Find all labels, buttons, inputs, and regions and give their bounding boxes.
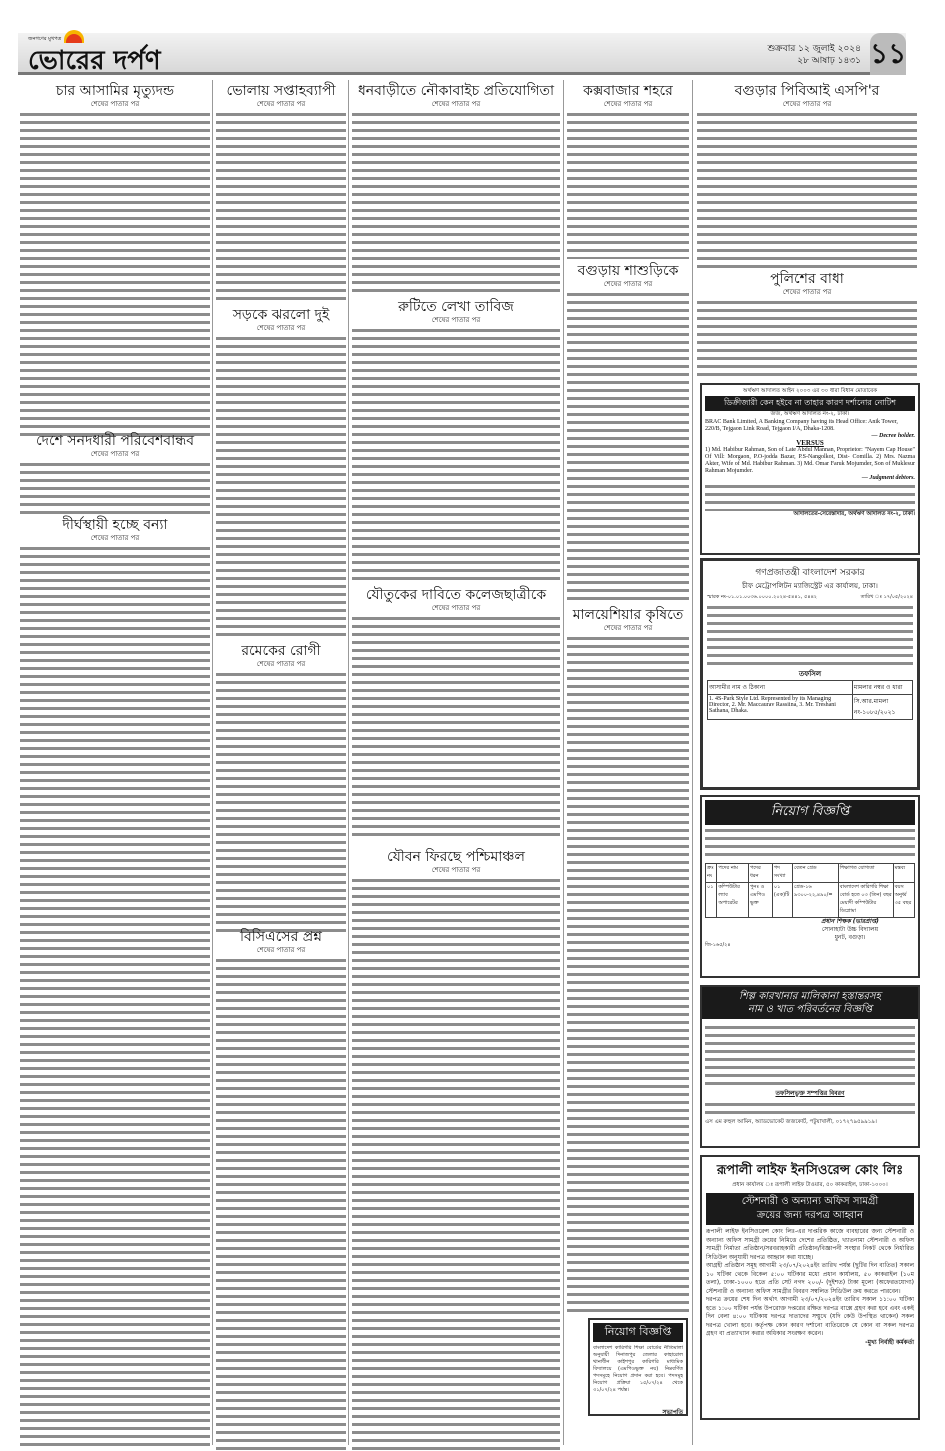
continued-label: শেষের পাতার পর [603, 100, 653, 108]
notice-date: তারিখ ঃ ১৭/০৫/২০২৪ [860, 594, 913, 600]
continued-label: শেষের পাতার পর [256, 946, 306, 954]
table-cell: ০১ (এক)টি [772, 883, 792, 918]
headline: বিসিএসের প্রশ্ন [240, 929, 322, 945]
article-body [20, 461, 210, 517]
continued-label: শেষের পাতার পর [90, 100, 140, 108]
headline: কক্সবাজার শহরে [583, 83, 673, 99]
article-c2d [216, 928, 346, 1451]
page-number: ১১ [870, 33, 906, 75]
ad-signature: এস এম রুহুল আমিন, অ্যাডভোকেট জজকোর্ট, পটুয়াখালী, ০১৭২৭৯৫৯৯১৯। [705, 1119, 877, 1125]
article-c2c [216, 642, 346, 933]
article-body [20, 111, 210, 437]
headline: চার আসামির মৃত্যুদন্ড [55, 83, 175, 99]
table-cell: বাংলাদেশ কারিগরি শিক্ষা বোর্ড হতে ০৩ (তিন) বছর মেয়াদী কম্পিউটার ডিপ্লোমা [838, 883, 893, 918]
ad-court: জজ, অর্থঋণ আদালত নং-২, ঢাকা। [770, 411, 850, 417]
ad-signature: সভাপতি [662, 1409, 683, 1416]
versus: VERSUS [796, 439, 824, 447]
tender-title-line2: ক্রয়ের জন্য দরপত্র আহ্বান [757, 1210, 863, 1221]
table-cell: বয়স অনুর্ধ্ব ৩৫ বছর [893, 883, 914, 918]
continued-label: শেষের পাতার পর [431, 866, 481, 874]
article-c5a [697, 82, 917, 271]
headline: বগুড়ায় শাশুড়িকে [577, 263, 679, 279]
table-header: মন্তব্য [893, 864, 914, 883]
table-header: বেতন গ্রেড [793, 864, 839, 883]
ad-title-line1: শিল্প কারখানার মালিকানা হস্তান্তরসহ [739, 991, 881, 1002]
table-header: পদ সংখ্যা [772, 864, 792, 883]
ad-subtitle: তফসিলভুক্ত সম্পত্তির বিবরণ [775, 1090, 845, 1097]
headline: যৌতুকের দাবিতে কলেজছাত্রীকে [365, 587, 547, 603]
list-title: তফসিল [798, 670, 822, 678]
article-c1b [20, 432, 210, 517]
ad-title: নিয়োগ বিজ্ঞপ্তি [705, 800, 915, 825]
niyog-ad [700, 795, 920, 978]
article-body [697, 299, 917, 379]
article-body [352, 615, 560, 841]
table-header: আসামীর নাম ও ঠিকানা [708, 681, 853, 695]
column-divider [692, 80, 693, 1445]
article-body [216, 957, 346, 1451]
school-location: ধুনট, বগুড়া। [834, 934, 866, 941]
table-cell: পুনঃ ও এমপিও ভুক্ত [748, 883, 772, 918]
article-body [20, 545, 210, 1451]
headline: দেশে সনদধারী পরিবেশবান্ধব [35, 433, 195, 449]
ad-body [705, 827, 915, 861]
company-name: রূপালী লাইফ ইনসিওরেন্স কোং লিঃ [716, 1163, 904, 1178]
article-c3a [352, 82, 560, 293]
shilpo-notice-ad [700, 985, 920, 1148]
article-body [697, 111, 917, 271]
article-body [567, 635, 689, 1315]
ad-title: নিয়োগ বিজ্ঞপ্তি [593, 1323, 683, 1342]
continued-label: শেষের পাতার পর [782, 288, 832, 296]
ad-body [705, 1101, 915, 1119]
ad-signature: আদালতের-সেরেস্তাদার, অর্থঋণ আদালত নং-২, ঢাকা। [793, 511, 915, 517]
headline: রমেকের রোগী [241, 643, 321, 659]
continued-label: শেষের পাতার পর [782, 100, 832, 108]
article-body [567, 111, 689, 259]
continued-label: শেষের পাতার পর [431, 604, 481, 612]
ad-title: ডিক্রীজারী কেন হইবে না তাহার কারণ দর্শানোর নোটিশ [705, 396, 915, 411]
ad-signature: -মুখ্য নির্বাহী কর্মকর্তা [865, 1338, 914, 1346]
plaintiff: BRAC Bank Limited, A Banking Company having its Head Office: Anik Tower, 220/B, Tejgaon Link Road, Tejgaon I/A, Dhaka-1208. [705, 419, 898, 432]
company-address: প্রধান কার্যালয় ঃ রূপালী লাইফ টাওয়ার, ৫০ কাকরাইল, ঢাকা-১০০০। [732, 1182, 888, 1188]
headline: ভোলায় সপ্তাহব্যাপী [226, 83, 336, 99]
defendants: 1) Md. Habibur Rahman, Son of Late Abdul Mannan, Proprietor: "Nayem Cap House" Of Vill: Morgaon, P.O-jodda Bazar, P.S-Nangolkot, Dist- Comilla. 2) Mrs. Nazma Akter, Wife of Md. Habibur Rahman. 3) Md. Omar Faruk Mojumder, Son of Muklesur Rahman Mojumder. [705, 447, 915, 474]
defendant-role: — Judgment debtors. [861, 475, 915, 481]
table-cell: ০১ [706, 883, 717, 918]
headline: পুলিশের বাধা [770, 271, 844, 287]
niyog-ad-small [588, 1318, 688, 1416]
headline: ধনবাড়ীতে নৌকাবাইচ প্রতিযোগিতা [357, 83, 555, 99]
continued-label: শেষের পাতার পর [603, 280, 653, 288]
article-c2b [216, 306, 346, 641]
ref-number: স্মারক নং-০১.০১.০০৩৬.০০০০.২০২৪-৫৪৪১, ৫৪৪২ [707, 594, 818, 600]
article-c5b [697, 270, 917, 379]
table-header: পদের ধরন [748, 864, 772, 883]
article-body [216, 335, 346, 641]
article-c3b [352, 298, 560, 583]
article-body [216, 111, 346, 301]
article-c1c [20, 516, 210, 1451]
article-body [567, 291, 689, 601]
table-cell: 1. 4S-Park Style Ltd. Represented by its Managing Director, 2. Mr. Maccaurav Rassiina, 3. Mr. Treshani Sathana, Dhaka. [708, 695, 853, 720]
ad-title-line2: নাম ও খাত পরিবর্তনের বিজ্ঞপ্তি [747, 1004, 873, 1015]
tender-paragraph: আগ্রহী প্রতিষ্ঠান সমূহ আগামী ২৩/০৭/২০২৪ইং তারিখ পর্যন্ত (ছুটির দিন ব্যতিত) সকাল ১০ ঘটিকা থেকে বিকেল ৫:০০ ঘটিকার মধ্যে প্রধান কার্যালয়, ৫০ কাকরাইল (১০ম তলা), ঢাকা-১০০০ হতে প্রতি সেট নগদ ২০০/- (দুইশত) টাকা মূল্যে (অফেরতযোগ্য) স্টেশনারী ও অন্যান্য অফিস সামগ্রীর বিবরণ সম্বলিত সিডিউল ক্রয় করতে পারবেন। [706, 1262, 914, 1295]
article-c4b [567, 262, 689, 601]
ad-code: জি-১৬৫/২৪ [705, 942, 731, 948]
brac-notice-ad [700, 383, 920, 555]
table-cell: কম্পিউটার ল্যাব অপারেটর [717, 883, 749, 918]
newspaper-logo: ভোরের দর্পণ [28, 46, 161, 76]
issue-date [767, 43, 861, 67]
tender-title-line1: স্টেশনারী ও অন্যান্য অফিস সামগ্রী [741, 1196, 879, 1207]
accused-table [707, 680, 913, 720]
rupali-tender-ad [700, 1155, 920, 1420]
article-c2a [216, 82, 346, 301]
ad-office: চীফ মেট্রোপলিটন ম্যাজিস্ট্রেট এর কার্যালয়, ঢাকা। [742, 582, 878, 590]
ad-title: গণপ্রজাতন্ত্রী বাংলাদেশ সরকার [755, 568, 865, 578]
article-c4a [567, 82, 689, 259]
ad-law: অর্থঋণ আদালত আইন ২০০৩ এর ৩০ ধারা বিধান মোতাবেক [742, 388, 878, 394]
ad-body [705, 483, 915, 511]
continued-label: শেষের পাতার পর [431, 316, 481, 324]
tender-paragraph: রূপালী লাইফ ইনসিওরেন্স কোং লিঃ-এর দাপ্তরিক কাজে ব্যবহারের জন্য স্টেশনারী ও অন্যান্য অফিস সামগ্রী ক্রয়ের নিমিত্তে দেশের প্রতিষ্ঠিত, খ্যাতনামা স্টেশনারী ও অফিস সামগ্রী নির্মাতা প্রতিষ্ঠান/সরবরাহকারী প্রতিষ্ঠান/বিজ্ঞাপনী সংস্থার নিকট থেকে নির্ধারিত সিডিউল অনুযায়ী দরপত্র আহ্বান করা যাচ্ছে। [706, 1228, 914, 1261]
date-gregorian: শুক্রবার ১২ জুলাই ২০২৪ [767, 44, 861, 54]
table-header: মামলার নম্বর ও ধারা [852, 681, 912, 695]
table-header: ক্রঃ নং [706, 864, 717, 883]
headline: মালয়েশিয়ার কৃষিতে [572, 607, 684, 623]
headline: যৌবন ফিরছে পশ্চিমাঞ্চল [387, 849, 525, 865]
article-c3c [352, 586, 560, 841]
article-c1a [20, 82, 210, 437]
continued-label: শেষের পাতার পর [256, 100, 306, 108]
table-cell: সি.আর.মামলা নং-১০৮৫/২০২১ [852, 695, 912, 720]
continued-label: শেষের পাতার পর [90, 534, 140, 542]
column-divider [212, 80, 213, 1445]
table-header: পদের নাম [717, 864, 749, 883]
tender-paragraph: দরপত্র ক্রয়ের শেষ দিন অর্থাৎ আগামী ২৩/০৭/২০২৪ইং তারিখ সকাল ১১:০০ ঘটিকা হতে ১:০০ ঘটিকা পর্যন্ত উপরোক্ত দপ্তরের রক্ষিত দরপত্র বাক্সে গ্রহণ করা হবে এবং একই দিন বেলা ৪:০০ ঘটিকায় দরপত্র দাতাদের সম্মুখে (যদি কেউ উপস্থিত থাকেন) সকল দরপত্র খোলা হবে। কর্তৃপক্ষ কোন কারণ দর্শানো ব্যতিরেকে যে কোন বা সকল দরপত্র গ্রহণ বা প্রত্যাখ্যান করার অধিকার সংরক্ষণ করেন। [706, 1296, 914, 1337]
headline: বগুড়ার পিবিআই এসপি'র [734, 83, 880, 99]
ad-body [707, 604, 913, 668]
headline: দীর্ঘস্থায়ী হচ্ছে বন্যা [62, 517, 168, 533]
column-divider [348, 80, 349, 1445]
masthead-tagline: জনগণের মুখপত্র [28, 36, 62, 42]
continued-label: শেষের পাতার পর [603, 624, 653, 632]
ad-text: বাংলাদেশ কারিগরি শিক্ষা বোর্ডের নীতিমালা অনুযায়ী দিনাজপুর জেলার কাহারোল থানাধীন কাইশপুর কারিগরি মাধ্যমিক বিদ্যালয়ে (এমপিওভুক্ত নয়) নিম্নবর্ণিত পদসমূহে নিয়োগ প্রদান করা হবে। পদসমূহ নিয়োগ প্রক্রিয়া ১৫/০৭/২৪ থেকে ৩১/০৭/২৪ পর্যন্ত। [593, 1345, 683, 1393]
headline: সড়কে ঝরলো দুই [232, 307, 330, 323]
govt-notice-ad [700, 558, 920, 790]
date-bengali: ২৮ আষাঢ় ১৪৩১ [797, 56, 861, 66]
column-divider [563, 80, 564, 1445]
school-name: সোনাহাটা উচ্চ বিদ্যালয় [821, 926, 879, 933]
plaintiff-role: — Decree holder. [871, 433, 915, 439]
continued-label: শেষের পাতার পর [431, 100, 481, 108]
table-header: শিক্ষাগত যোগ্যতা [838, 864, 893, 883]
continued-label: শেষের পাতার পর [90, 450, 140, 458]
headline: রুটিতে লেখা তাবিজ [398, 299, 514, 315]
article-body [352, 327, 560, 583]
article-c3d [352, 848, 560, 1451]
article-body [352, 877, 560, 1451]
table-cell: গ্রেড-১৬ ৯৩০০-২২,৪৯০/= [793, 883, 839, 918]
ad-body [705, 1024, 915, 1088]
signatory: প্রধান শিক্ষক (ভারপ্রাপ্ত) [821, 918, 879, 925]
vacancy-table [705, 863, 915, 918]
article-body [216, 671, 346, 933]
continued-label: শেষের পাতার পর [256, 660, 306, 668]
article-body [352, 111, 560, 293]
article-c4c [567, 606, 689, 1315]
continued-label: শেষের পাতার পর [256, 324, 306, 332]
